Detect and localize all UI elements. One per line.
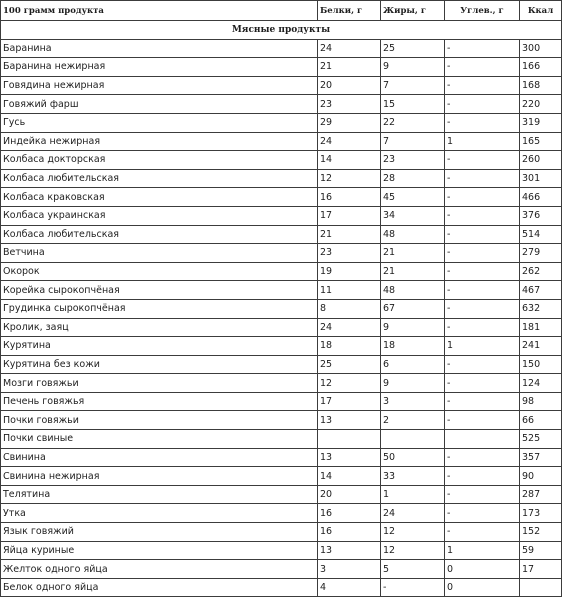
table-row [1,411,562,430]
carbs-cell: - [445,262,520,281]
protein-cell: 23 [318,95,381,114]
table-row [1,392,562,411]
product-cell: Индейка нежирная [1,132,318,151]
protein-cell: 12 [318,169,381,188]
product-cell: Свинина нежирная [1,467,318,486]
product-cell: Мозги говяжьи [1,374,318,393]
protein-cell: 16 [318,523,381,542]
protein-cell: 24 [318,132,381,151]
carbs-cell: - [445,411,520,430]
protein-cell: 13 [318,411,381,430]
fat-cell: 1 [381,485,445,504]
product-cell: Баранина [1,39,318,58]
product-cell: Говядина нежирная [1,76,318,95]
product-cell: Свинина [1,448,318,467]
fat-cell: 45 [381,188,445,207]
header-fat: Жиры, г [381,1,445,21]
product-cell: Колбаса любительская [1,169,318,188]
table-row [1,151,562,170]
fat-cell: 33 [381,467,445,486]
carbs-cell: 1 [445,132,520,151]
carbs-cell: - [445,448,520,467]
product-cell: Курятина без кожи [1,355,318,374]
carbs-cell: - [445,318,520,337]
protein-cell: 12 [318,374,381,393]
fat-cell: 7 [381,132,445,151]
fat-cell: 24 [381,504,445,523]
product-cell: Телятина [1,485,318,504]
kcal-cell: 90 [520,467,562,486]
carbs-cell: 1 [445,541,520,560]
fat-cell: 9 [381,374,445,393]
protein-cell: 8 [318,299,381,318]
table-row [1,560,562,579]
carbs-cell: - [445,244,520,263]
carbs-cell: - [445,485,520,504]
carbs-cell: 0 [445,560,520,579]
fat-cell: 7 [381,76,445,95]
product-cell: Кролик, заяц [1,318,318,337]
fat-cell [381,430,445,449]
product-cell: Баранина нежирная [1,58,318,77]
carbs-cell: - [445,113,520,132]
protein-cell: 19 [318,262,381,281]
protein-cell: 24 [318,318,381,337]
carbs-cell: - [445,95,520,114]
product-cell: Утка [1,504,318,523]
fat-cell: 67 [381,299,445,318]
kcal-cell: 525 [520,430,562,449]
kcal-cell: 173 [520,504,562,523]
table-row [1,169,562,188]
fat-cell: 25 [381,39,445,58]
product-cell: Колбаса докторская [1,151,318,170]
protein-cell: 3 [318,560,381,579]
fat-cell: 15 [381,95,445,114]
kcal-cell: 124 [520,374,562,393]
protein-cell: 13 [318,448,381,467]
carbs-cell: - [445,39,520,58]
fat-cell: 5 [381,560,445,579]
fat-cell: 18 [381,337,445,356]
protein-cell [318,430,381,449]
carbs-cell: - [445,281,520,300]
carbs-cell: - [445,504,520,523]
kcal-cell: 168 [520,76,562,95]
table-row [1,467,562,486]
kcal-cell: 152 [520,523,562,542]
protein-cell: 21 [318,58,381,77]
carbs-cell: - [445,58,520,77]
header-row [1,1,562,21]
fat-cell: 9 [381,318,445,337]
kcal-cell: 17 [520,560,562,579]
table-row [1,578,562,597]
protein-cell: 21 [318,225,381,244]
product-cell: Курятина [1,337,318,356]
table-row [1,113,562,132]
product-cell: Почки свиные [1,430,318,449]
product-cell: Язык говяжий [1,523,318,542]
kcal-cell: 166 [520,58,562,77]
table-row [1,485,562,504]
table-row [1,262,562,281]
protein-cell: 11 [318,281,381,300]
table-row [1,95,562,114]
fat-cell: 21 [381,262,445,281]
fat-cell: 2 [381,411,445,430]
carbs-cell: - [445,206,520,225]
kcal-cell [520,578,562,597]
kcal-cell: 466 [520,188,562,207]
fat-cell: 48 [381,281,445,300]
carbs-cell [445,430,520,449]
header-kcal: Ккал [520,1,562,21]
table-row [1,188,562,207]
kcal-cell: 98 [520,392,562,411]
table-row [1,504,562,523]
protein-cell: 17 [318,206,381,225]
table-row [1,76,562,95]
kcal-cell: 66 [520,411,562,430]
protein-cell: 16 [318,504,381,523]
table-row [1,318,562,337]
kcal-cell: 181 [520,318,562,337]
table-row [1,132,562,151]
table-row [1,448,562,467]
kcal-cell: 150 [520,355,562,374]
section-title: Мясные продукты [1,21,562,40]
table-row [1,225,562,244]
fat-cell: 48 [381,225,445,244]
protein-cell: 23 [318,244,381,263]
product-cell: Колбаса краковская [1,188,318,207]
product-cell: Колбаса украинская [1,206,318,225]
carbs-cell: - [445,355,520,374]
header-product: 100 грамм продукта [1,1,318,21]
protein-cell: 25 [318,355,381,374]
kcal-cell: 165 [520,132,562,151]
kcal-cell: 467 [520,281,562,300]
product-cell: Корейка сырокопчёная [1,281,318,300]
fat-cell: 23 [381,151,445,170]
kcal-cell: 260 [520,151,562,170]
table-row [1,355,562,374]
product-cell: Желток одного яйца [1,560,318,579]
kcal-cell: 220 [520,95,562,114]
product-cell: Грудинка сырокопчёная [1,299,318,318]
protein-cell: 29 [318,113,381,132]
fat-cell: 12 [381,523,445,542]
table-row [1,58,562,77]
product-cell: Ветчина [1,244,318,263]
kcal-cell: 59 [520,541,562,560]
carbs-cell: - [445,188,520,207]
carbs-cell: - [445,299,520,318]
kcal-cell: 301 [520,169,562,188]
protein-cell: 20 [318,76,381,95]
carbs-cell: - [445,225,520,244]
carbs-cell: - [445,523,520,542]
product-cell: Окорок [1,262,318,281]
kcal-cell: 287 [520,485,562,504]
product-cell: Говяжий фарш [1,95,318,114]
protein-cell: 24 [318,39,381,58]
fat-cell: 28 [381,169,445,188]
fat-cell: 21 [381,244,445,263]
carbs-cell: - [445,374,520,393]
table-row [1,244,562,263]
fat-cell: 50 [381,448,445,467]
fat-cell: 34 [381,206,445,225]
carbs-cell: - [445,151,520,170]
header-protein: Белки, г [318,1,381,21]
protein-cell: 14 [318,151,381,170]
table-row [1,430,562,449]
fat-cell: 3 [381,392,445,411]
carbs-cell: 0 [445,578,520,597]
kcal-cell: 632 [520,299,562,318]
table-row [1,374,562,393]
protein-cell: 4 [318,578,381,597]
fat-cell: 12 [381,541,445,560]
fat-cell: - [381,578,445,597]
kcal-cell: 241 [520,337,562,356]
kcal-cell: 514 [520,225,562,244]
protein-cell: 16 [318,188,381,207]
table-row [1,281,562,300]
kcal-cell: 357 [520,448,562,467]
table-row [1,337,562,356]
product-cell: Гусь [1,113,318,132]
header-carbs: Углев., г [445,1,520,21]
product-cell: Яйца куриные [1,541,318,560]
carbs-cell: - [445,467,520,486]
product-cell: Белок одного яйца [1,578,318,597]
carbs-cell: - [445,392,520,411]
fat-cell: 22 [381,113,445,132]
fat-cell: 6 [381,355,445,374]
protein-cell: 20 [318,485,381,504]
carbs-cell: 1 [445,337,520,356]
kcal-cell: 376 [520,206,562,225]
protein-cell: 18 [318,337,381,356]
fat-cell: 9 [381,58,445,77]
product-cell: Почки говяжьи [1,411,318,430]
carbs-cell: - [445,76,520,95]
table-row [1,206,562,225]
protein-cell: 17 [318,392,381,411]
kcal-cell: 300 [520,39,562,58]
kcal-cell: 262 [520,262,562,281]
kcal-cell: 279 [520,244,562,263]
product-cell: Печень говяжья [1,392,318,411]
table-row [1,299,562,318]
carbs-cell: - [445,169,520,188]
table-row [1,523,562,542]
protein-cell: 13 [318,541,381,560]
protein-cell: 14 [318,467,381,486]
product-cell: Колбаса любительская [1,225,318,244]
section-row [1,21,562,40]
table-row [1,541,562,560]
table-row [1,39,562,58]
kcal-cell: 319 [520,113,562,132]
